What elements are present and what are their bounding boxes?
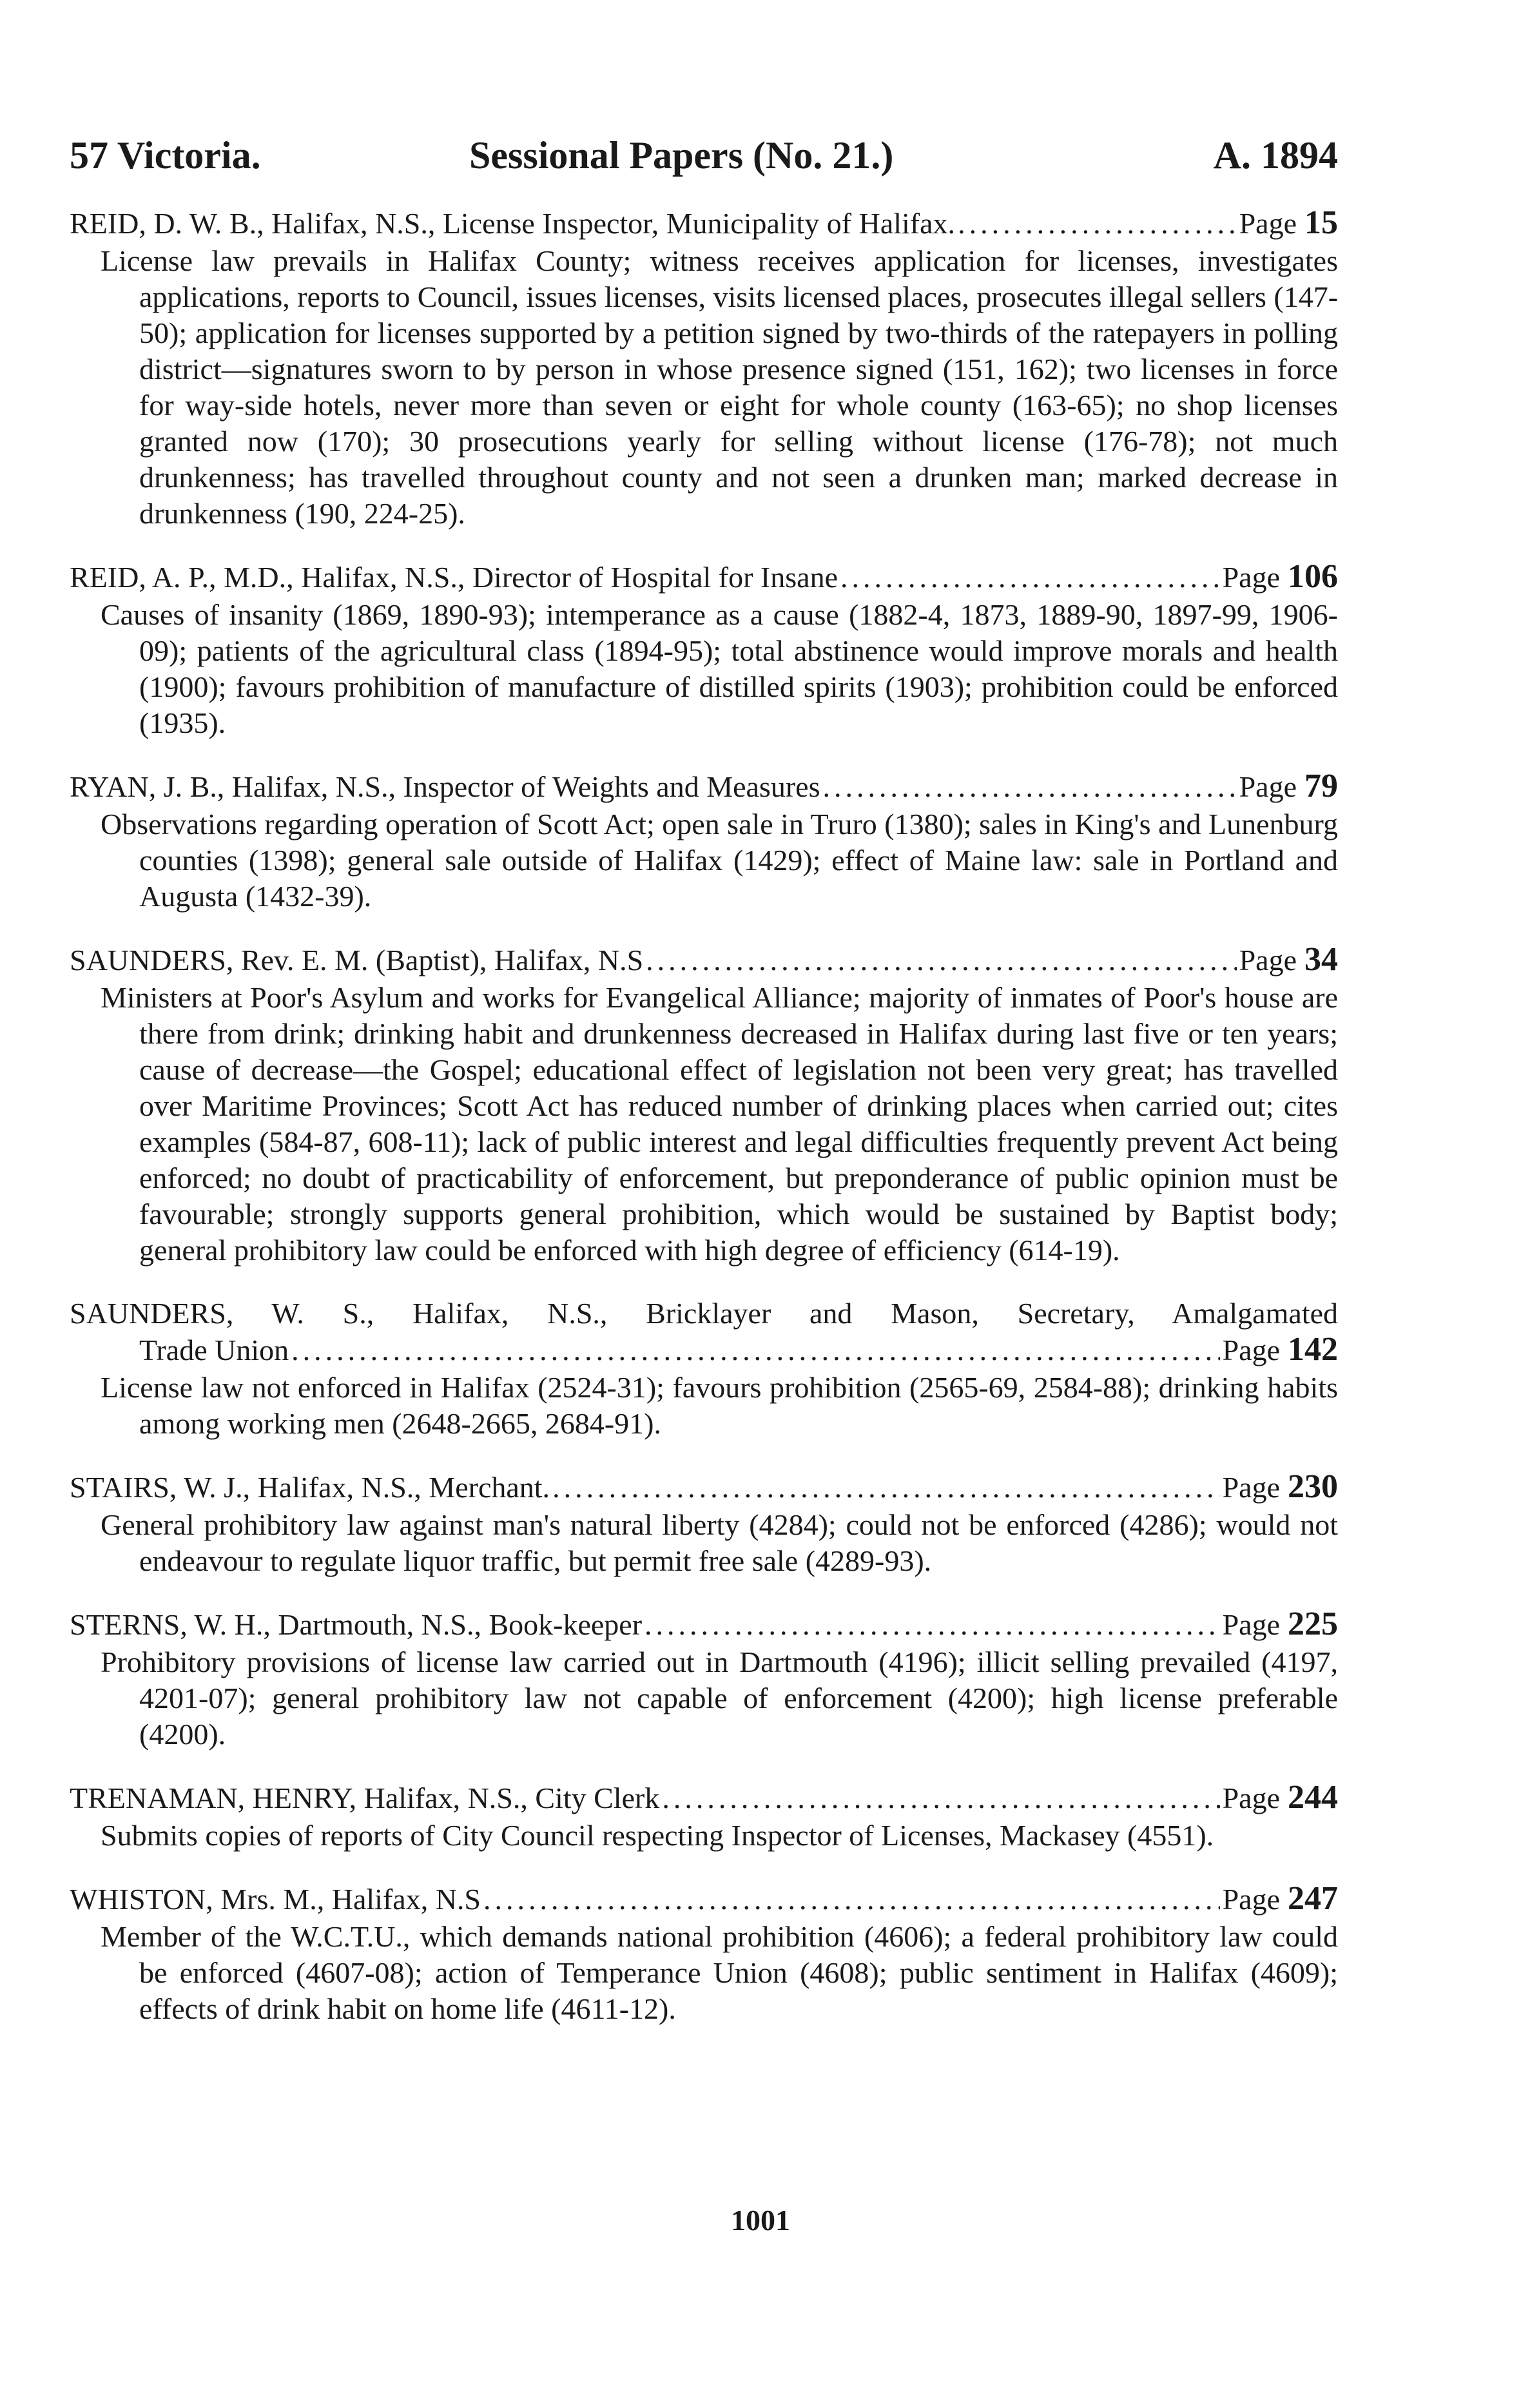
entry-summary: General prohibitory law against man's natural liberty (4284); could not be enforced (4286); would not endeavour to regulate liquor traffic, but permit free sale (4289-93). <box>101 1508 1338 1577</box>
entry-summary: Observations regarding operation of Scott Act; open sale in Truro (1380); sales in King's and Lunenburg counties (1398); general sale outside of Halifax (1429); effect of Maine law: sale in Portland and Augusta (1432-39). <box>101 808 1338 913</box>
entry-summary: Prohibitory provisions of license law carried out in Dartmouth (4196); illicit selling prevailed (4197, 4201-07); general prohibitory law not capable of enforcement (4200); high license preferable (4200). <box>101 1646 1338 1751</box>
page-number: 247 <box>1288 1880 1338 1917</box>
index-entry <box>70 1606 1338 1753</box>
leader-dots <box>646 942 1236 978</box>
entry-heading <box>70 1332 1338 1368</box>
entry-heading <box>70 768 1338 805</box>
index-entry <box>70 1296 1338 1442</box>
page-label: Page <box>1239 207 1297 240</box>
header-session: 57 Victoria. <box>70 134 261 177</box>
witness-name-continued: Trade Union <box>139 1334 289 1366</box>
index-entry <box>70 942 1338 1268</box>
entry-heading <box>70 1606 1338 1643</box>
header-title: Sessional Papers (No. 21.) <box>469 134 894 177</box>
entry-summary: Submits copies of reports of City Council respecting Inspector of Licenses, Mackasey (4551). <box>101 1819 1214 1852</box>
page-label: Page <box>1222 1883 1280 1916</box>
header-year: A. 1894 <box>1213 134 1338 177</box>
index-entry <box>70 1469 1338 1579</box>
leader-dots <box>958 206 1237 242</box>
page-label: Page <box>1239 770 1297 803</box>
page-number: 230 <box>1288 1468 1338 1505</box>
index-entry <box>70 1881 1338 2027</box>
page-label: Page <box>1222 561 1280 594</box>
index-entry <box>70 768 1338 915</box>
entry-heading <box>70 1469 1338 1506</box>
witness-name: TRENAMAN, HENRY, Halifax, N.S., City Clerk <box>70 1782 660 1814</box>
entry-heading <box>70 942 1338 978</box>
entry-heading <box>70 205 1338 242</box>
page-number: 142 <box>1288 1331 1338 1368</box>
page-number: 244 <box>1288 1779 1338 1816</box>
running-header <box>70 126 1338 184</box>
entry-summary: Ministers at Poor's Asylum and works for Evangelical Alliance; majority of inmates of Poor's house are there from drink; drinking habit and drunkenness decreased in Halifax during last five or ten years; cause of decrease—the Gospel; educational effect of legislation not been very great; has travelled over Maritime Provinces; Scott Act has reduced number of drinking places when carried out; cites examples (584-87, 608-11); lack of public interest and legal difficulties frequently prevent Act being enforced; no doubt of practicability of enforcement, but preponderance of public opinion must be favourable; strongly supports general prohibition, which would be sustained by Baptist body; general prohibitory law could be enforced with high degree of efficiency (614-19). <box>101 981 1338 1267</box>
page-footer-number: 1001 <box>731 2204 790 2237</box>
page-label: Page <box>1222 1471 1280 1504</box>
witness-name: SAUNDERS, Rev. E. M. (Baptist), Halifax, N.S <box>70 944 644 976</box>
witness-name: REID, A. P., M.D., Halifax, N.S., Director of Hospital for Insane <box>70 561 838 594</box>
leader-dots <box>662 1780 1219 1816</box>
witness-name: SAUNDERS, W. S., Halifax, N.S., Bricklayer and Mason, Secretary, Amalgamated <box>70 1297 1338 1330</box>
page-number: 106 <box>1288 558 1338 595</box>
page-number: 15 <box>1304 204 1338 241</box>
entry-heading <box>70 1780 1338 1816</box>
index-entry <box>70 205 1338 532</box>
entry-summary: License law prevails in Halifax County; witness receives application for licenses, investigates applications, reports to Council, issues licenses, visits licensed places, prosecutes illegal sellers (147-50); application for licenses supported by a petition signed by two-thirds of the ratepayers in polling district—signatures sworn to by person in whose presence signed (151, 162); two licenses in force for way-side hotels, never more than seven or eight for whole county (163-65); no shop licenses granted now (170); 30 prosecutions yearly for selling without license (176-78); not much drunkenness; has travelled throughout county and not seen a drunken man; marked decrease in drunkenness (190, 224-25). <box>101 244 1339 530</box>
witness-name: STAIRS, W. J., Halifax, N.S., Merchant. <box>70 1471 550 1504</box>
witness-name: RYAN, J. B., Halifax, N.S., Inspector of Weights and Measures <box>70 770 820 803</box>
page-label: Page <box>1222 1782 1280 1814</box>
page-label: Page <box>1239 944 1297 976</box>
witness-name: STERNS, W. H., Dartmouth, N.S., Book-keeper <box>70 1608 643 1641</box>
leader-dots <box>483 1881 1220 1918</box>
page-number: 34 <box>1304 941 1338 978</box>
entry-summary: Member of the W.C.T.U., which demands national prohibition (4606); a federal prohibitory law could be enforced (4607-08); action of Temperance Union (4608); public sentiment in Halifax (4609); effects of drink habit on home life (4611-12). <box>101 1920 1338 2025</box>
leader-dots <box>291 1332 1219 1368</box>
page-label: Page <box>1222 1608 1280 1641</box>
leader-dots <box>644 1607 1220 1643</box>
index-entry <box>70 1780 1338 1854</box>
page-number: 225 <box>1288 1606 1338 1642</box>
entry-heading <box>70 559 1338 596</box>
witness-name: WHISTON, Mrs. M., Halifax, N.S <box>70 1883 481 1916</box>
index-entry <box>70 559 1338 741</box>
leader-dots <box>840 559 1220 596</box>
entry-heading <box>70 1881 1338 1918</box>
page-label: Page <box>1222 1334 1280 1366</box>
index-entries <box>70 205 1338 2054</box>
entry-summary: Causes of insanity (1869, 1890-93); intemperance as a cause (1882-4, 1873, 1889-90, 1897-99, 1906-09); patients of the agricultural class (1894-95); total abstinence would improve morals and health (1900); favours prohibition of manufacture of distilled spirits (1903); prohibition could be enforced (1935). <box>101 598 1338 739</box>
entry-summary: License law not enforced in Halifax (2524-31); favours prohibition (2565-69, 2584-88); drinking habits among working men (2648-2665, 2684-91). <box>101 1371 1338 1440</box>
leader-dots <box>822 769 1236 805</box>
leader-dots <box>552 1470 1220 1506</box>
witness-name: REID, D. W. B., Halifax, N.S., License Inspector, Municipality of Halifax. <box>70 207 956 240</box>
page-number: 79 <box>1304 768 1338 804</box>
